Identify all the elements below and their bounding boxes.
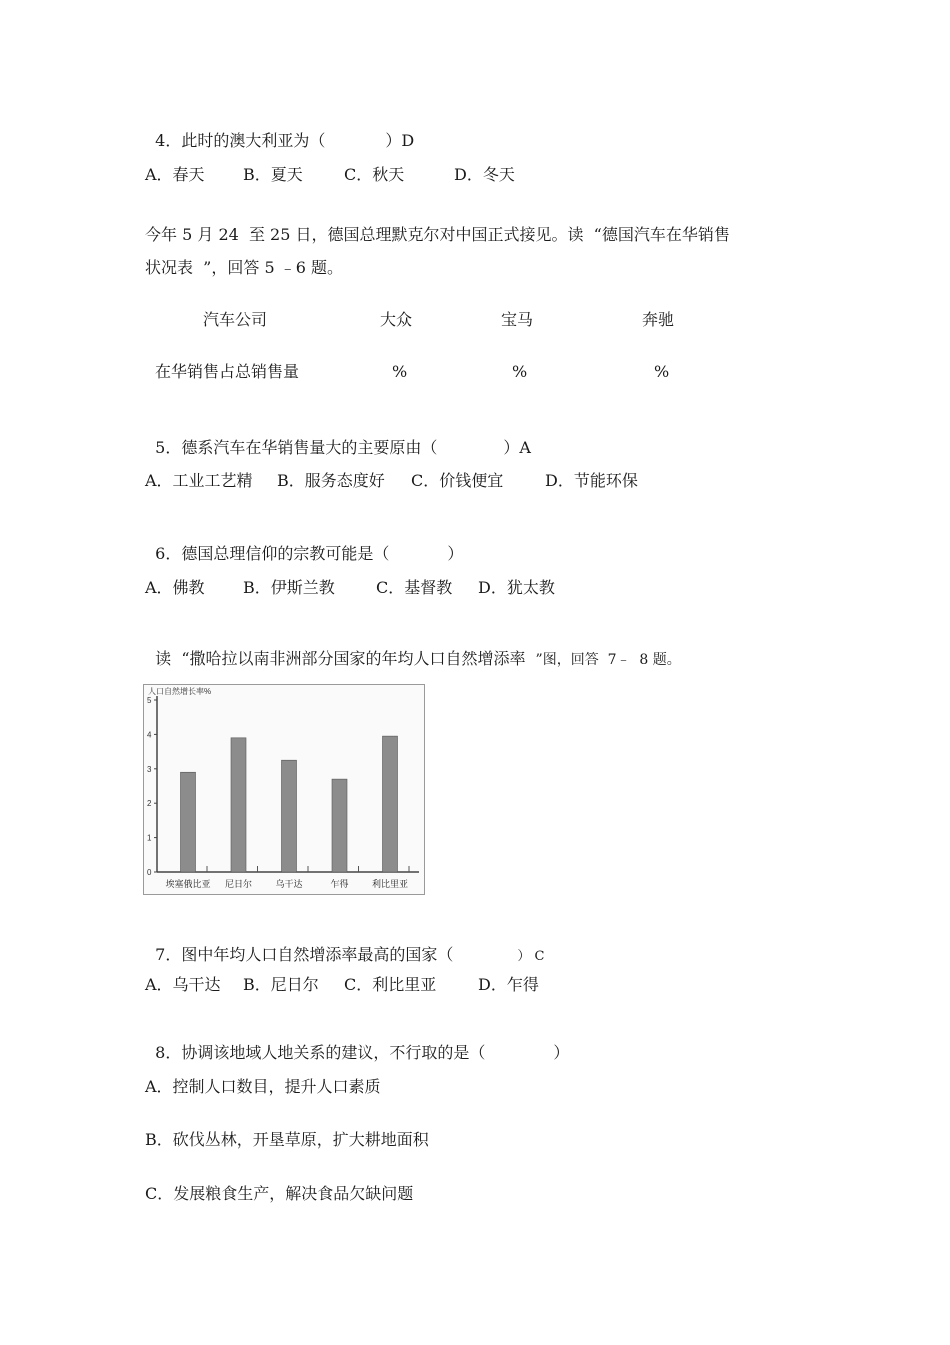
- table-cell-vw: %: [392, 362, 408, 381]
- answer-mark: ） C: [517, 949, 545, 964]
- intro-7-8: [145, 629, 681, 670]
- question-6: [145, 524, 463, 564]
- y-tick-label: 1: [147, 833, 152, 843]
- question-stem: 7．图中年均人口自然增添率最高的国家（: [155, 945, 454, 964]
- intro-text-tail: ”图，回答 7﹣ 8 题。: [535, 652, 681, 668]
- growth-rate-chart: [143, 684, 426, 896]
- option-b: B．尼日尔: [243, 975, 319, 994]
- question-stem: 4．此时的澳大利亚为（: [155, 131, 326, 150]
- x-tick-label: 埃塞俄比亚: [165, 880, 211, 890]
- question-7: [145, 925, 544, 967]
- y-tick-label: 0: [147, 868, 152, 877]
- intro-5-6-line1: 今年 5 月 24 至 25 日，德国总理默克尔对中国正式接见。读 “德国汽车在华销售: [145, 225, 730, 244]
- table-header-vw: 大众: [380, 310, 413, 329]
- y-tick-label: 2: [147, 799, 152, 809]
- answer-mark: ）D: [385, 131, 415, 150]
- intro-5-6-line2: 状况表 ”，回答 5 ﹣6 题。: [145, 258, 343, 277]
- question-stem: 8．协调该地域人地关系的建议，不行取的是（: [155, 1043, 486, 1062]
- x-tick-label: 尼日尔: [224, 880, 253, 890]
- table-row-label: 在华销售占总销售量: [155, 362, 300, 381]
- question-stem: 5．德系汽车在华销售量大的主要原由（: [155, 438, 438, 457]
- y-tick-label: 4: [147, 730, 152, 740]
- q8-option-a: A．控制人口数目，提升人口素质: [145, 1077, 381, 1096]
- x-tick-label: 乌干达: [275, 880, 303, 890]
- option-d: D．乍得: [478, 975, 539, 994]
- answer-mark: ）: [553, 1043, 570, 1062]
- option-c: C．基督教: [376, 578, 453, 597]
- option-a: A．乌干达: [145, 975, 221, 994]
- option-c: C．价钱便宜: [411, 471, 504, 490]
- option-a: A．春天: [145, 165, 205, 184]
- question-4: [145, 111, 414, 151]
- option-a: A．佛教: [145, 578, 205, 597]
- q8-option-c: C．发展粮食生产，解决食品欠缺问题: [145, 1184, 414, 1203]
- bar: [282, 760, 297, 872]
- chart-ylabel: 人口自然增长率%: [148, 687, 212, 696]
- bar: [383, 736, 398, 872]
- option-d: D．冬天: [454, 165, 515, 184]
- x-tick-label: 乍得: [330, 880, 349, 890]
- option-a: A．工业工艺精: [145, 471, 253, 490]
- answer-mark: ）: [447, 544, 464, 563]
- bar: [181, 772, 196, 872]
- table-cell-bmw: %: [512, 362, 528, 381]
- bar: [231, 738, 246, 872]
- table-cell-benz: %: [654, 362, 670, 381]
- table-header-company: 汽车公司: [203, 310, 268, 329]
- question-8: [145, 1023, 569, 1063]
- question-5: [145, 418, 531, 458]
- y-tick-label: 5: [147, 696, 152, 705]
- q8-option-b: B．砍伐丛林，开垦草原，扩大耕地面积: [145, 1130, 429, 1149]
- option-b: B．夏天: [243, 165, 303, 184]
- intro-text: 读 “撒哈拉以南非洲部分国家的年均人口自然增添率: [155, 649, 526, 668]
- option-c: C．利比里亚: [344, 975, 437, 994]
- option-c: C．秋天: [344, 165, 405, 184]
- x-tick-label: 利比里亚: [371, 880, 409, 890]
- table-header-benz: 奔驰: [642, 310, 675, 329]
- table-header-bmw: 宝马: [501, 310, 534, 329]
- option-b: B．伊斯兰教: [243, 578, 335, 597]
- bar: [332, 779, 347, 872]
- answer-mark: ）A: [503, 438, 531, 457]
- option-d: D．节能环保: [545, 471, 638, 490]
- y-tick-label: 3: [147, 764, 152, 774]
- option-b: B．服务态度好: [277, 471, 385, 490]
- question-stem: 6．德国总理信仰的宗教可能是（: [155, 544, 390, 563]
- option-d: D．犹太教: [478, 578, 555, 597]
